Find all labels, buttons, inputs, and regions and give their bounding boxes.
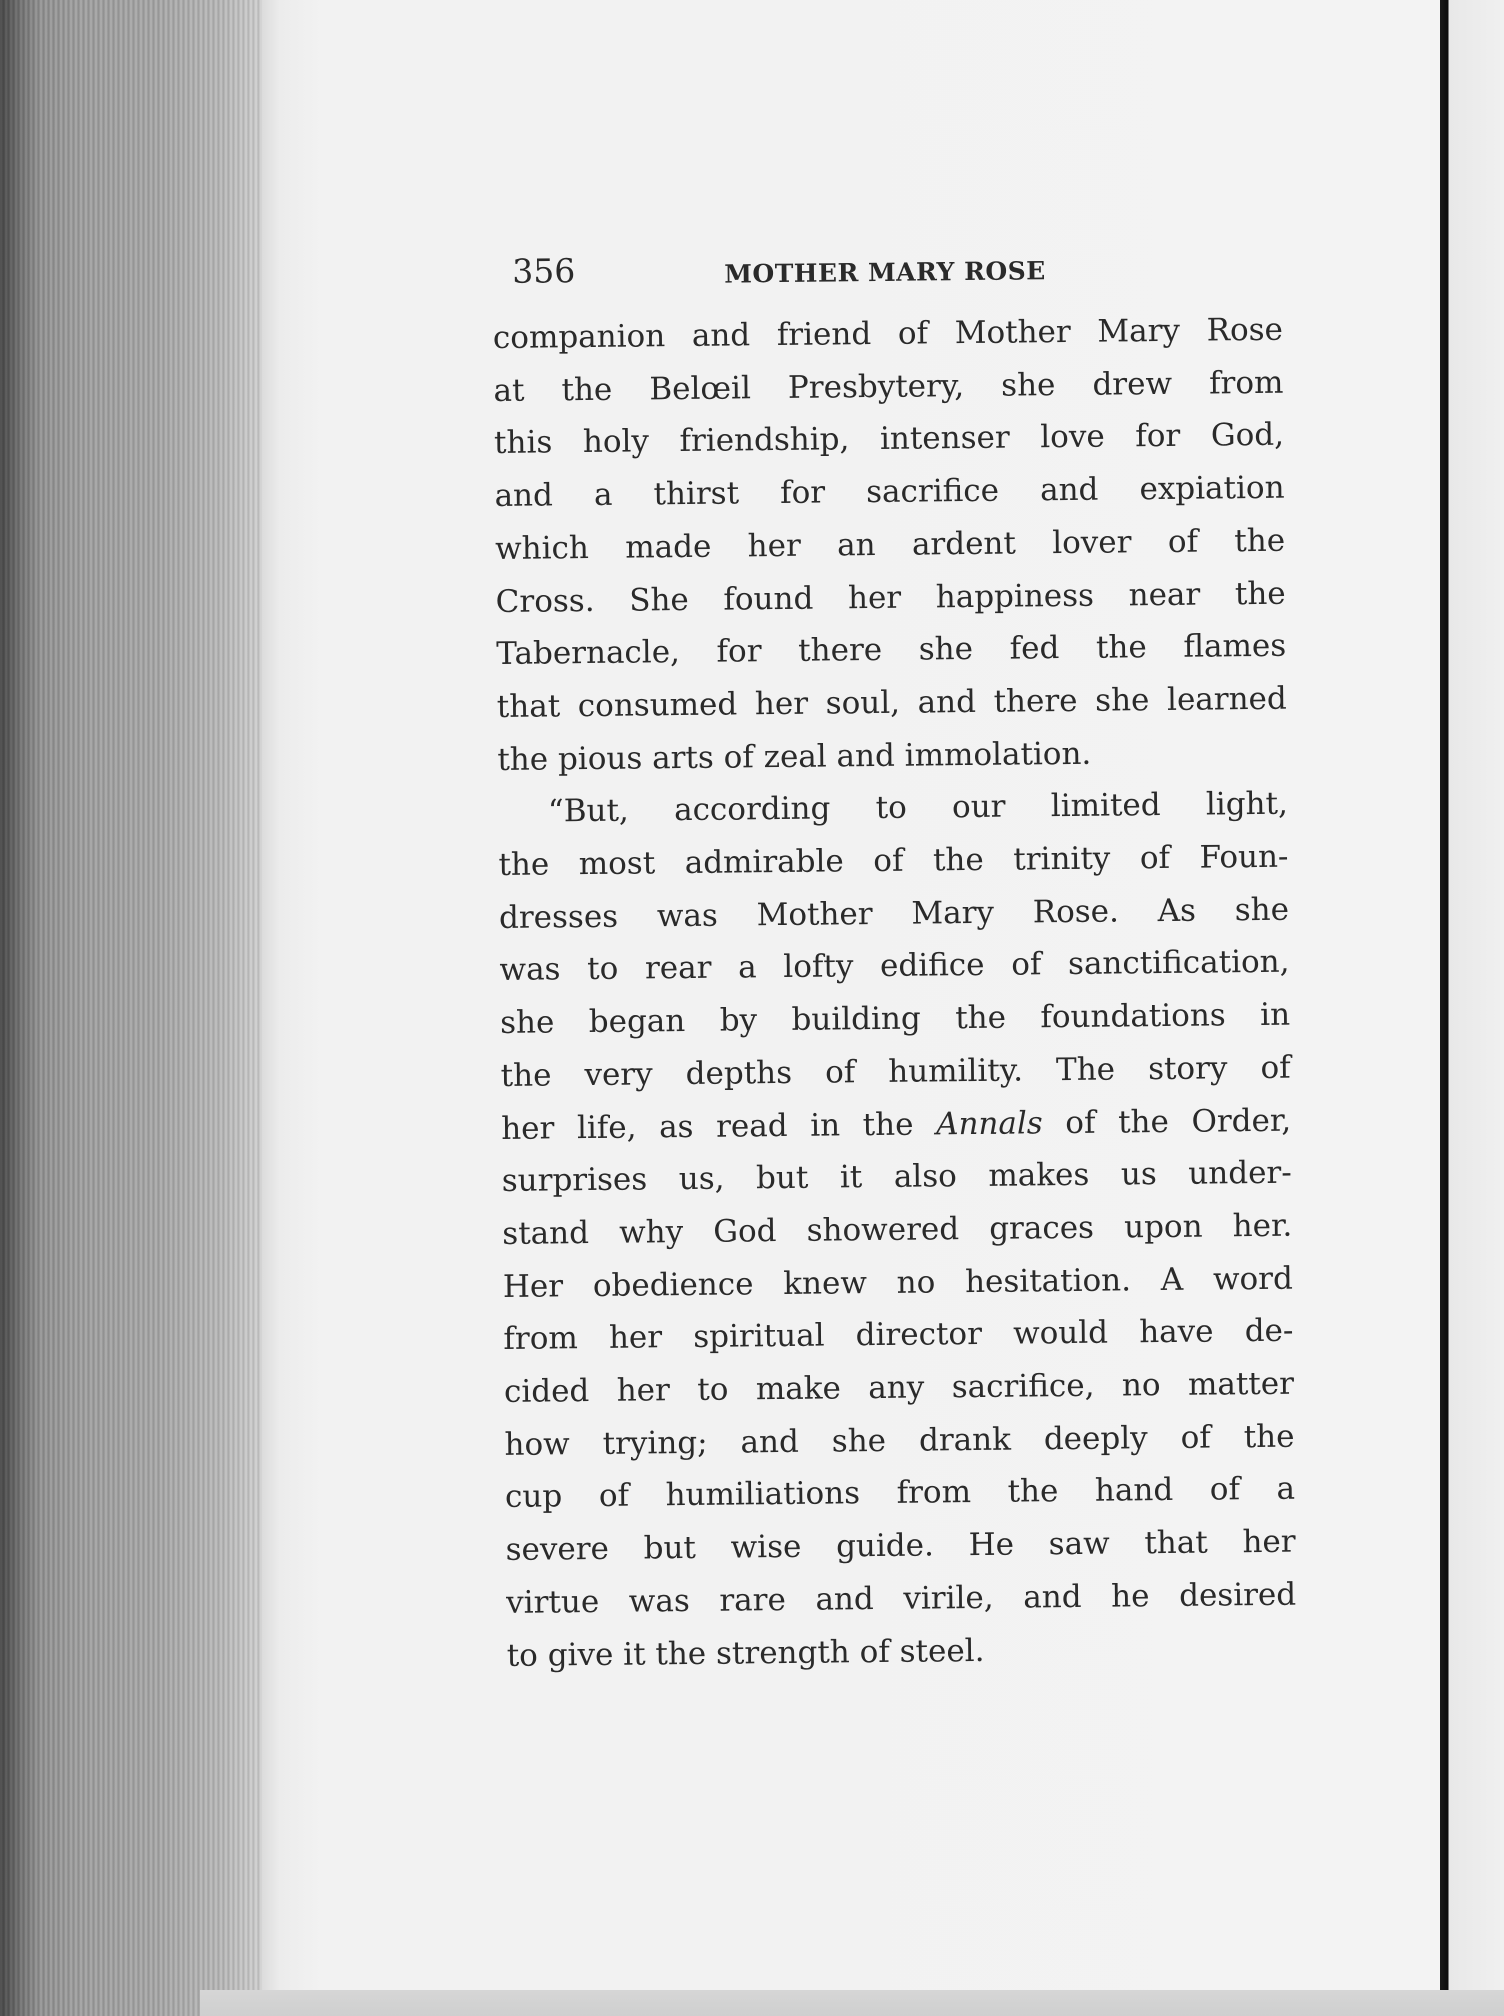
text-line: to give it the strength of steel.	[506, 1632, 985, 1674]
text-line: how trying; and she drank deeply of the	[504, 1418, 1295, 1463]
text-line: stand why God showered graces upon her.	[502, 1207, 1293, 1252]
text-line: cided her to make any sacrifice, no matter	[503, 1365, 1295, 1410]
text-line: severe but wise guide. He saw that her	[505, 1523, 1296, 1569]
text-line: the pious arts of zeal and immolation.	[497, 735, 1092, 778]
text-line: this holy friendship, intenser love for God,	[493, 417, 1285, 462]
paragraph-2	[498, 778, 1297, 1682]
text-segment: of the Order,	[1042, 1102, 1292, 1141]
text-line: she began by building the foundations in	[499, 996, 1291, 1042]
text-line: was to rear a lofty edifice of sanctification,	[499, 944, 1290, 989]
right-page-edge	[1440, 0, 1504, 2016]
paragraph-1	[493, 304, 1288, 787]
text-block	[492, 240, 1297, 1682]
text-line: Her obedience knew no hesitation. A word	[502, 1260, 1294, 1305]
text-line: virtue was rare and virile, and he desired	[505, 1576, 1297, 1621]
text-segment: her life, as read in the	[501, 1105, 937, 1147]
text-line: and a thirst for sacrifice and expiation	[494, 469, 1285, 515]
text-line: at the Belœil Presbytery, she drew from	[493, 364, 1284, 409]
running-title: MOTHER MARY ROSE	[724, 256, 1046, 289]
text-line: cup of humiliations from the hand of a	[504, 1471, 1296, 1516]
book-page-edges	[0, 0, 262, 2016]
text-line: Cross. She found her happiness near the	[495, 575, 1286, 620]
text-line: Tabernacle, for there she fed the flames	[496, 627, 1287, 673]
bottom-page-edge	[200, 1990, 1504, 2016]
text-line: from her spiritual director would have de-	[503, 1313, 1294, 1358]
text-line: companion and friend of Mother Mary Rose	[492, 311, 1284, 356]
page-number: 356	[512, 251, 576, 291]
text-line: “But, according to our limited light,	[547, 786, 1289, 830]
text-line: which made her an ardent lover of the	[494, 522, 1286, 567]
text-line: the very depths of humility. The story of	[500, 1049, 1291, 1094]
text-line: that consumed her soul, and there she learned	[496, 680, 1287, 725]
text-line-with-italic	[501, 1094, 1292, 1155]
text-line: the most admirable of the trinity of Foun-	[498, 838, 1289, 883]
text-line: dresses was Mother Mary Rose. As she	[498, 891, 1290, 936]
italic-title: Annals	[935, 1104, 1043, 1142]
running-head	[492, 240, 1283, 312]
text-line: surprises us, but it also makes us under-	[501, 1154, 1292, 1200]
